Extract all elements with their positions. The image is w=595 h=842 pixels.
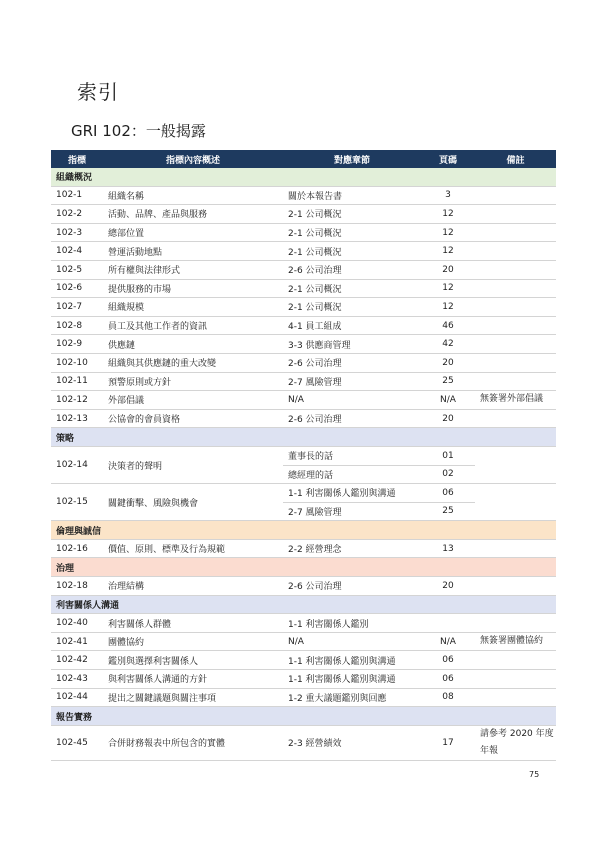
table-row (51, 353, 556, 372)
table-row (51, 446, 556, 465)
page-reference: 08 (421, 688, 475, 707)
chapter-reference: N/A (283, 632, 421, 651)
indicator-description: 預警原則或方針 (103, 372, 283, 391)
remark (475, 651, 556, 670)
page-reference: 20 (421, 260, 475, 279)
chapter-reference: 2-1 公司概況 (283, 279, 421, 298)
indicator-id: 102-7 (51, 298, 103, 317)
remark (475, 484, 556, 521)
table-row (51, 651, 556, 670)
page-reference: 20 (421, 353, 475, 372)
table-row (51, 577, 556, 596)
remark (475, 688, 556, 707)
remark (475, 577, 556, 596)
indicator-id: 102-9 (51, 335, 103, 354)
table-row (51, 484, 556, 503)
chapter-reference: 2-2 經營理念 (283, 539, 421, 558)
page-reference: 46 (421, 316, 475, 335)
indicator-id: 102-40 (51, 614, 103, 633)
indicator-description: 提出之關鍵議題與關注事項 (103, 688, 283, 707)
chapter-reference: 關於本報告書 (283, 186, 421, 205)
indicator-id: 102-10 (51, 353, 103, 372)
page-reference: N/A (421, 632, 475, 651)
header-page: 頁碼 (421, 150, 475, 168)
page-reference: 12 (421, 242, 475, 261)
chapter-reference: 1-1 利害關係人鑑別與溝通 (283, 670, 421, 689)
table-row (51, 242, 556, 261)
table-row (51, 372, 556, 391)
indicator-description: 組織規模 (103, 298, 283, 317)
page-reference: 20 (421, 409, 475, 428)
page-number: 75 (529, 770, 540, 779)
table-row (51, 298, 556, 317)
chapter-reference: 2-1 公司概況 (283, 242, 421, 261)
indicator-id: 102-14 (51, 446, 103, 483)
indicator-description: 鑑別與選擇利害關係人 (103, 651, 283, 670)
remark: 無簽署外部倡議 (475, 391, 556, 410)
chapter-reference: 1-1 利害關係人鑑別 (283, 614, 421, 633)
indicator-description: 決策者的聲明 (103, 446, 283, 483)
category-label: 組織概況 (51, 168, 556, 186)
page-reference: 17 (421, 725, 475, 760)
table-row (51, 539, 556, 558)
indicator-id: 102-11 (51, 372, 103, 391)
table-row (51, 260, 556, 279)
page-reference: 02 (421, 465, 475, 484)
indicator-description: 利害關係人群體 (103, 614, 283, 633)
table-header-row (51, 150, 556, 168)
indicator-id: 102-12 (51, 391, 103, 410)
page-reference: 13 (421, 539, 475, 558)
table-row (51, 632, 556, 651)
page-reference: 01 (421, 446, 475, 465)
indicator-description: 供應鏈 (103, 335, 283, 354)
chapter-reference: N/A (283, 391, 421, 410)
indicator-description: 總部位置 (103, 223, 283, 242)
page-reference: 25 (421, 502, 475, 521)
chapter-reference: 1-1 利害關係人鑑別與溝通 (283, 651, 421, 670)
indicator-description: 價值、原則、標準及行為規範 (103, 539, 283, 558)
remark (475, 539, 556, 558)
indicator-id: 102-45 (51, 725, 103, 760)
page-reference: 20 (421, 577, 475, 596)
remark (475, 670, 556, 689)
indicator-description: 公協會的會員資格 (103, 409, 283, 428)
indicator-description: 與利害關係人溝通的方針 (103, 670, 283, 689)
indicator-id: 102-18 (51, 577, 103, 596)
table-row (51, 186, 556, 205)
chapter-reference: 2-3 經營績效 (283, 725, 421, 760)
chapter-reference: 2-6 公司治理 (283, 409, 421, 428)
indicator-id: 102-3 (51, 223, 103, 242)
page-reference: 12 (421, 279, 475, 298)
gri-index-table (51, 150, 556, 761)
page-reference: 12 (421, 205, 475, 224)
indicator-description: 提供服務的市場 (103, 279, 283, 298)
category-label: 策略 (51, 428, 556, 447)
indicator-description: 所有權與法律形式 (103, 260, 283, 279)
chapter-reference: 1-2 重大議題鑑別與回應 (283, 688, 421, 707)
table-row (51, 409, 556, 428)
page-reference: 12 (421, 223, 475, 242)
table-row (51, 223, 556, 242)
remark (475, 205, 556, 224)
indicator-description: 合併財務報表中所包含的實體 (103, 725, 283, 760)
section-title: GRI 102：一般揭露 (71, 122, 206, 140)
indicator-description: 營運活動地點 (103, 242, 283, 261)
remark (475, 614, 556, 633)
category-label: 利害關係人溝通 (51, 595, 556, 614)
category-row (51, 521, 556, 540)
indicator-id: 102-6 (51, 279, 103, 298)
page-reference: 12 (421, 298, 475, 317)
page-reference: 06 (421, 484, 475, 503)
indicator-id: 102-44 (51, 688, 103, 707)
table-row (51, 391, 556, 410)
table-row (51, 279, 556, 298)
indicator-description: 員工及其他工作者的資訊 (103, 316, 283, 335)
chapter-reference: 4-1 員工組成 (283, 316, 421, 335)
table-row (51, 725, 556, 760)
chapter-reference: 2-1 公司概況 (283, 298, 421, 317)
table-row (51, 670, 556, 689)
chapter-reference: 2-6 公司治理 (283, 260, 421, 279)
page-reference: 42 (421, 335, 475, 354)
chapter-reference: 總經理的話 (283, 465, 421, 484)
indicator-description: 活動、品牌、產品與服務 (103, 205, 283, 224)
header-description: 指標內容概述 (103, 150, 283, 168)
chapter-reference: 董事長的話 (283, 446, 421, 465)
page-reference: 25 (421, 372, 475, 391)
table-body (51, 168, 556, 760)
indicator-id: 102-41 (51, 632, 103, 651)
indicator-id: 102-16 (51, 539, 103, 558)
remark (475, 186, 556, 205)
chapter-reference: 2-7 風險管理 (283, 502, 421, 521)
indicator-id: 102-43 (51, 670, 103, 689)
category-label: 報告實務 (51, 707, 556, 726)
header-chapter: 對應章節 (283, 150, 421, 168)
chapter-reference: 2-6 公司治理 (283, 353, 421, 372)
category-row (51, 595, 556, 614)
category-label: 治理 (51, 558, 556, 577)
category-row (51, 558, 556, 577)
remark (475, 260, 556, 279)
page-title: 索引 (77, 80, 119, 104)
chapter-reference: 3-3 供應商管理 (283, 335, 421, 354)
table-row (51, 335, 556, 354)
table-row (51, 205, 556, 224)
header-indicator: 指標 (51, 150, 103, 168)
page-reference: 06 (421, 670, 475, 689)
chapter-reference: 2-7 風險管理 (283, 372, 421, 391)
page-reference: 06 (421, 651, 475, 670)
category-row (51, 428, 556, 447)
remark (475, 223, 556, 242)
remark: 無簽署團體協約 (475, 632, 556, 651)
indicator-id: 102-4 (51, 242, 103, 261)
table-row (51, 316, 556, 335)
indicator-description: 團體協約 (103, 632, 283, 651)
category-row (51, 168, 556, 186)
indicator-id: 102-5 (51, 260, 103, 279)
indicator-id: 102-1 (51, 186, 103, 205)
remark (475, 353, 556, 372)
remark (475, 316, 556, 335)
chapter-reference: 2-1 公司概況 (283, 223, 421, 242)
indicator-id: 102-8 (51, 316, 103, 335)
indicator-description: 外部倡議 (103, 391, 283, 410)
category-row (51, 707, 556, 726)
remark (475, 446, 556, 483)
remark (475, 242, 556, 261)
indicator-id: 102-13 (51, 409, 103, 428)
indicator-description: 治理結構 (103, 577, 283, 596)
remark (475, 298, 556, 317)
table-row (51, 688, 556, 707)
indicator-description: 組織與其供應鏈的重大改變 (103, 353, 283, 372)
indicator-id: 102-42 (51, 651, 103, 670)
remark (475, 279, 556, 298)
header-note: 備註 (475, 150, 556, 168)
chapter-reference: 2-1 公司概況 (283, 205, 421, 224)
indicator-id: 102-2 (51, 205, 103, 224)
table-row (51, 614, 556, 633)
remark (475, 335, 556, 354)
indicator-id: 102-15 (51, 484, 103, 521)
remark (475, 372, 556, 391)
page-reference: N/A (421, 391, 475, 410)
chapter-reference: 1-1 利害關係人鑑別與溝通 (283, 484, 421, 503)
category-label: 倫理與誠信 (51, 521, 556, 540)
remark (475, 409, 556, 428)
page-reference: 3 (421, 186, 475, 205)
remark: 請參考 2020 年度年報 (475, 725, 556, 760)
indicator-description: 組織名稱 (103, 186, 283, 205)
page-reference (421, 614, 475, 633)
indicator-description: 關鍵衝擊、風險與機會 (103, 484, 283, 521)
chapter-reference: 2-6 公司治理 (283, 577, 421, 596)
